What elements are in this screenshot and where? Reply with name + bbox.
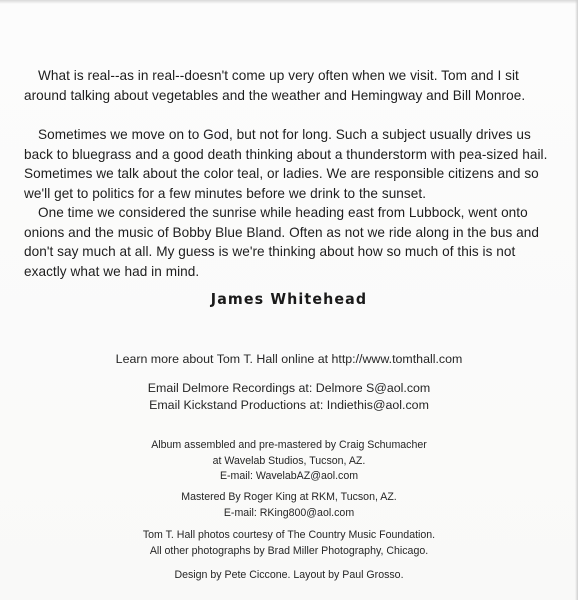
photo-credit-line-1: Tom T. Hall photos courtesy of The Country Music Foundation.	[142, 529, 436, 541]
essay-paragraph-2	[24, 125, 560, 203]
album-credits	[0, 438, 578, 485]
email-credits	[0, 380, 578, 414]
website-line: Learn more about Tom T. Hall online at http://www.tomthall.com	[115, 352, 463, 366]
design-credit-line: Design by Pete Ciccone. Layout by Paul Grosso.	[174, 569, 404, 581]
mastering-credit-line-2: E-mail: RKing800@aol.com	[223, 506, 355, 519]
mastering-credit-line-1: Mastered By Roger King at RKM, Tucson, AZ.	[181, 491, 397, 503]
email-delmore-line: Email Delmore Recordings at: Delmore S@aol.com	[147, 381, 431, 395]
album-credit-line-2: at Wavelab Studios, Tucson, AZ.	[212, 454, 366, 467]
page-top-edge	[0, 0, 578, 4]
photo-credit-line-2: All other photographs by Brad Miller Photography, Chicago.	[149, 544, 429, 557]
design-credits	[0, 568, 578, 584]
paragraph-text: Sometimes we move on to God, but not for long. Such a subject usually drives us back to bluegrass and a good death thinking about a thunderstorm with pea-sized hail. Sometimes we talk about the color teal, or ladies. We are responsible citizens and so we'll get to politics for a few minutes before we drink to the sunset.	[24, 127, 548, 201]
mastering-credits	[0, 490, 578, 521]
essay-paragraph-1	[24, 66, 560, 105]
paragraph-text: One time we considered the sunrise while heading east from Lubbock, went onto onions and the music of Bobby Blue Bland. Often as not we ride along in the bus and don't say much at all. My guess is we're thinking about how so much of this is not exactly what we had in mind.	[24, 205, 540, 279]
essay-paragraph-3	[24, 203, 560, 281]
album-credit-line-3: E-mail: WavelabAZ@aol.com	[219, 470, 359, 483]
paragraph-text: What is real--as in real--doesn't come up very often when we visit. Tom and I sit around talking about vegetables and the weather and Hemingway and Bill Monroe.	[24, 68, 526, 103]
email-kickstand-line: Email Kickstand Productions at: Indiethis@aol.com	[149, 398, 429, 412]
author-signature: James Whitehead	[210, 290, 368, 308]
website-credit	[0, 352, 578, 366]
photo-credits	[0, 528, 578, 559]
album-credit-line-1: Album assembled and pre-mastered by Craig Schumacher	[151, 439, 427, 451]
